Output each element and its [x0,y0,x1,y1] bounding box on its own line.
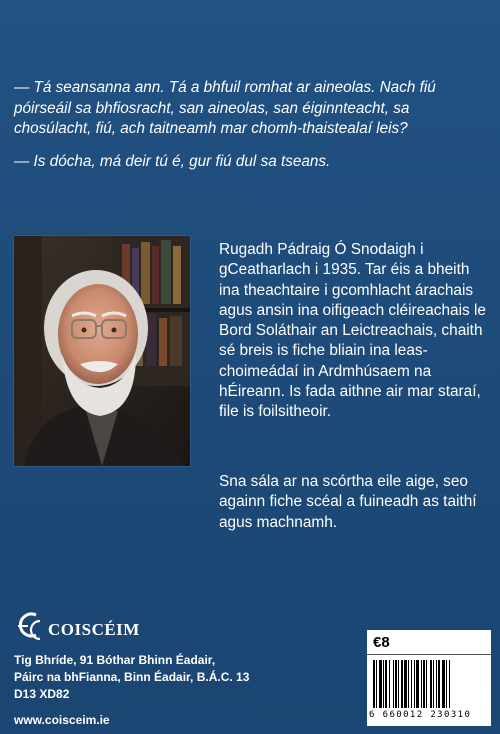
barcode-bar [449,660,450,708]
quote-2: — Is dócha, má deir tú é, gur fiú dul sa tseans. [14,153,331,170]
barcode-bar [436,660,437,708]
coisceim-logo-icon [14,609,44,643]
barcode-bar [373,660,375,708]
barcode-bar [423,660,425,708]
price-barcode-box [367,630,491,726]
barcode-bar [442,660,445,708]
barcode-bar [379,660,382,708]
barcode-bar [404,660,407,708]
barcode-bar [395,660,397,708]
publisher-logo [14,608,314,644]
quote-1: — Tá seansanna ann. Tá a bhfuil romhat ar aineolas. Nach fiú póirseáil sa bhfiosracht, san aineolas, san éiginnteacht, sa chosúlacht, fiú, ach taitneamh mar chomh-thaistealaí leis? [14,79,436,137]
barcode-bar [438,660,440,708]
publisher-name: COISCÉIM [48,620,140,639]
publisher-website: www.coisceim.ie [14,713,110,727]
address-line: Páirc na bhFianna, Binn Éadair, B.Á.C. 13 [14,670,250,684]
author-photo [14,236,190,466]
publisher-block [14,608,314,727]
address-line: D13 XD82 [14,687,70,701]
barcode [373,660,485,710]
barcode-bar [408,660,409,708]
author-bio: Rugadh Pádraig Ó Snodaigh i gCeatharlach i 1935. Tar éis a bheith ina theachtaire i gcomhlacht árachais agus ansin ina oifigeach cléireachais le Bord Soláthair an Leictreachais, chaith sé breis is fiche bliain ina leas-choimeádaí in Ardmhúsaem na hÉireann. Is fada aithne air mar staraí, file is foilsitheoir. [219,241,486,421]
address-line: Tig Bhríde, 91 Bóthar Bhinn Éadair, [14,653,216,667]
barcode-bar [446,660,447,708]
barcode-bar [383,660,384,708]
barcode-number: 6 660012 230310 [369,710,472,720]
barcode-bar [426,660,427,708]
barcode-bar [398,660,399,708]
barcode-bar [376,660,377,708]
barcode-bar [430,660,432,708]
barcode-bar [414,660,415,708]
divider [367,654,491,655]
barcode-bar [401,660,403,708]
barcode-bar [421,660,422,708]
publisher-address [14,652,314,703]
barcode-bar [385,660,387,708]
price-label: €8 [373,634,390,651]
barcode-bar [433,660,434,708]
book-description: Sna sála ar na scórtha eile aige, seo againn fiche scéal a fuineadh as taithí agus machnamh. [219,473,477,531]
barcode-bar [416,660,419,708]
barcode-bar [389,660,390,708]
barcode-bar [393,660,394,708]
barcode-bar [411,660,412,708]
